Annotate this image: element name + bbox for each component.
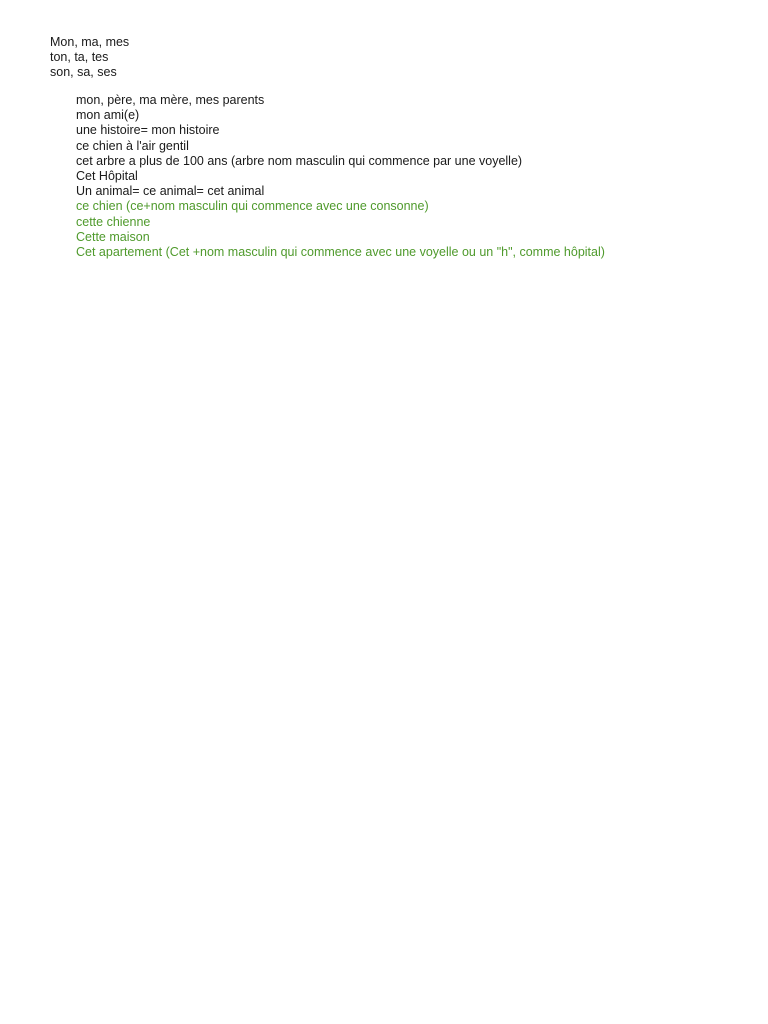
text-line: Un animal= ce animal= cet animal [76, 184, 265, 199]
text-line: son, sa, ses [50, 65, 117, 80]
green-text-line: Cette maison [76, 229, 150, 244]
green-text-line: Cet apartement (Cet +nom masculin qui commence avec une voyelle ou un "h", comme hôpital) [76, 244, 605, 259]
text-line: cet arbre a plus de 100 ans (arbre nom masculin qui commence par une voyelle) [76, 153, 523, 168]
text-line: mon, père, ma mère, mes parents [76, 93, 265, 107]
green-text-line: ce chien (ce+nom masculin qui commence avec une consonne) [76, 199, 429, 214]
text-line: ton, ta, tes [50, 50, 109, 65]
text-line: mon ami(e) [76, 108, 140, 123]
text-line: Mon, ma, mes [50, 35, 130, 49]
text-line: une histoire= mon histoire [76, 123, 220, 138]
text-line: ce chien à l'air gentil [76, 138, 189, 153]
green-text-line: cette chienne [76, 214, 151, 229]
possessive-list [50, 35, 129, 81]
examples-list [76, 93, 605, 260]
text-line: Cet Hôpital [76, 168, 138, 183]
